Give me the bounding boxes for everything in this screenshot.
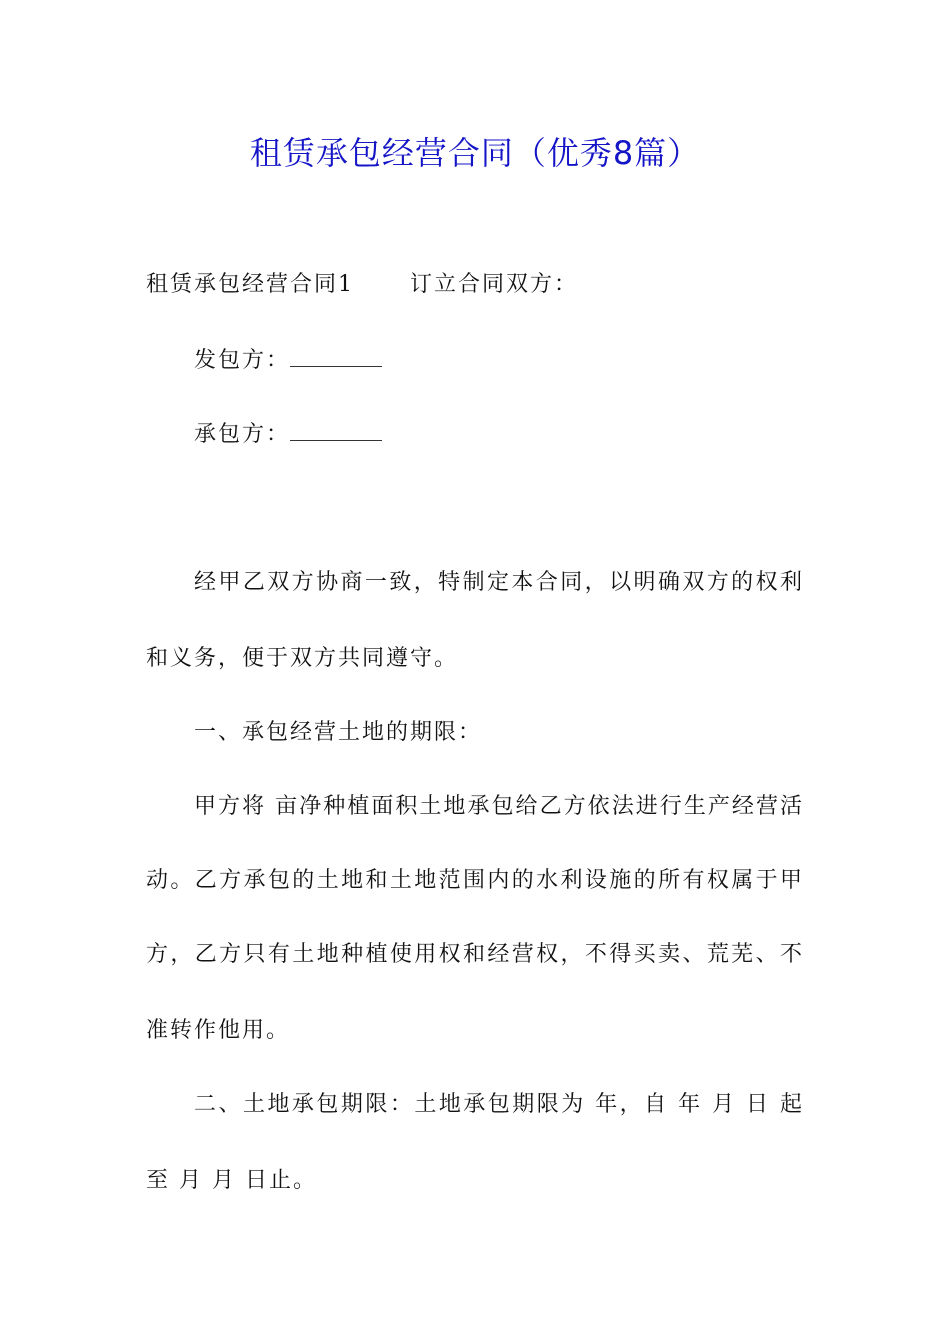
document-title: 租赁承包经营合同（优秀8篇） <box>249 134 701 172</box>
agreement-paragraph-line-1: 经甲乙双方协商一致，特制定本合同，以明确双方的权利 <box>194 570 802 595</box>
employer-field-label: 发包方： <box>194 348 291 373</box>
employer-blank-line <box>290 346 382 367</box>
agreement-paragraph-line-2: 和义务，便于双方共同遵守。 <box>146 646 459 671</box>
section-1-heading: 一、承包经营土地的期限： <box>194 720 483 745</box>
section-2-line-2: 至 月 月 日止。 <box>146 1168 317 1193</box>
contractor-blank-line <box>290 420 382 441</box>
contractor-field-label: 承包方： <box>194 422 291 447</box>
employer-field <box>194 346 382 376</box>
section-1-paragraph-line-2: 动。乙方承包的土地和土地范围内的水利设施的所有权属于甲 <box>146 868 802 893</box>
contract-number-label: 租赁承包经营合同1 <box>146 272 354 297</box>
section-1-paragraph-line-3: 方，乙方只有土地种植使用权和经营权，不得买卖、荒芜、不 <box>146 942 802 967</box>
contract-heading-line <box>146 270 578 300</box>
section-2-line-1: 二、土地承包期限：土地承包期限为 年，自 年 月 日 起 <box>194 1092 802 1117</box>
section-1-paragraph-line-4: 准转作他用。 <box>146 1018 291 1043</box>
contract-parties-label: 订立合同双方： <box>410 272 579 297</box>
section-1-paragraph-line-1: 甲方将 亩净种植面积土地承包给乙方依法进行生产经营活 <box>194 794 802 819</box>
contractor-field <box>194 420 382 450</box>
